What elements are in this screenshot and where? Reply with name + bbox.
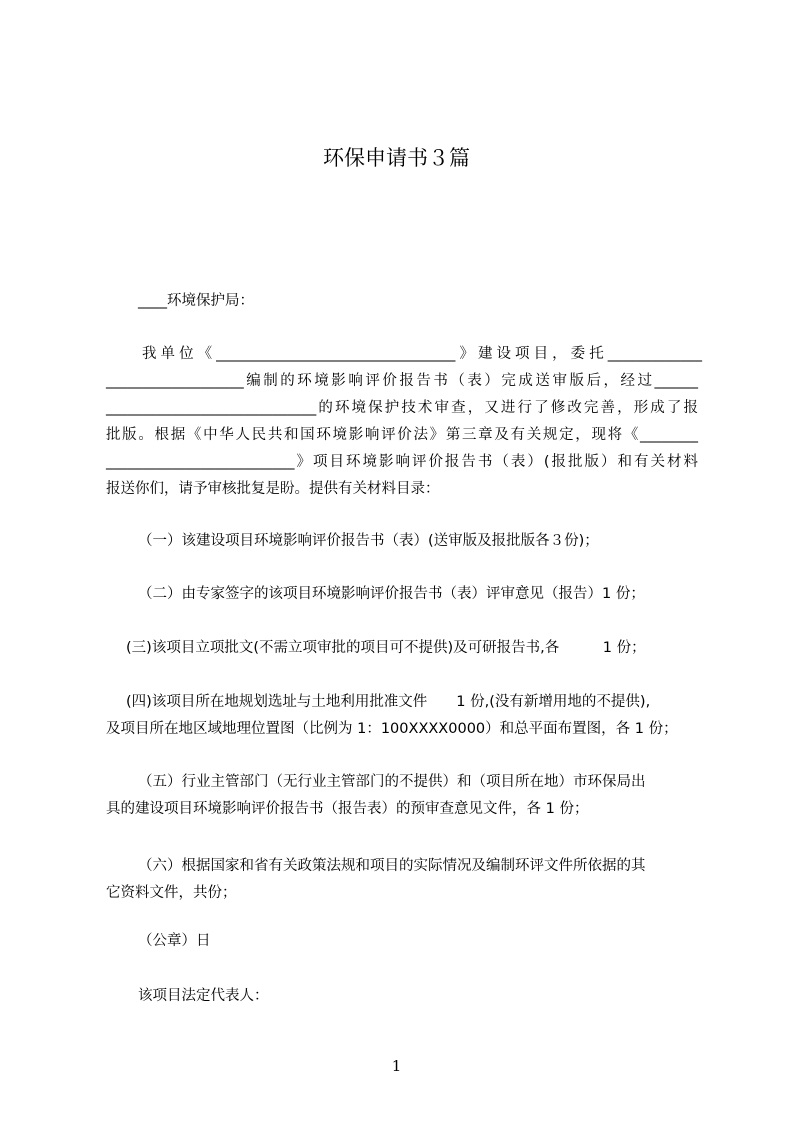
page-number: 1 <box>391 1057 402 1075</box>
material-item-1: （一）该建设项目环境影响评价报告书（表）(送审版及报批版各３份)； <box>138 533 599 549</box>
material-item-6-line-1: （六）根据国家和省有关政策法规和项目的实际情况及编制环评文件所依据的其 <box>138 858 646 874</box>
body-line-5: __________________________》项目环境影响评价报告书（表）(报批版）和有关材料 <box>106 454 698 470</box>
material-item-5-line-1: （五）行业主管部门（无行业主管部门的不提供）和（项目所在地）市环保局出 <box>138 774 646 790</box>
seal-date-line: （公章）日 <box>138 933 211 949</box>
body-line-1: 我单位《_________________________________》建设项目，委托_____________ <box>142 346 702 362</box>
addressee-line: ____环境保护局： <box>138 293 254 309</box>
body-line-3: _____________________________的环境保护技术审查，又进行了修改完善，形成了报 <box>106 400 698 416</box>
legal-representative-line: 该项目法定代表人： <box>138 988 269 1004</box>
material-item-2: （二）由专家签字的该项目环境影响评价报告书（表）评审意见（报告）1 份； <box>138 586 645 602</box>
body-line-2: ___________________编制的环境影响评价报告书（表）完成送审版后，经过______ <box>106 373 698 389</box>
body-line-4: 批版。根据《中华人民共和国环境影响评价法》第三章及有关规定，现将《________ <box>106 427 698 443</box>
material-item-5-line-2: 具的建设项目环境影响评价报告书（报告表）的预审查意见文件，各 1 份； <box>106 801 589 817</box>
material-item-3: (三)该项目立项批文(不需立项审批的项目可不提供)及可研报告书,各 1 份； <box>126 640 646 656</box>
material-item-4-line-2: 及项目所在地区域地理位置图（比例为 1：100XXXX0000）和总平面布置图，各 1 份； <box>106 721 678 737</box>
material-item-6-line-2: 它资料文件，共份； <box>106 885 237 901</box>
body-line-6: 报送你们，请予审核批复是盼。提供有关材料目录： <box>106 481 440 497</box>
document-title: 环保申请书３篇 <box>323 146 470 170</box>
material-item-4-line-1: (四)该项目所在地规划选址与土地利用批准文件 1 份,(没有新增用地的不提供), <box>126 694 651 710</box>
